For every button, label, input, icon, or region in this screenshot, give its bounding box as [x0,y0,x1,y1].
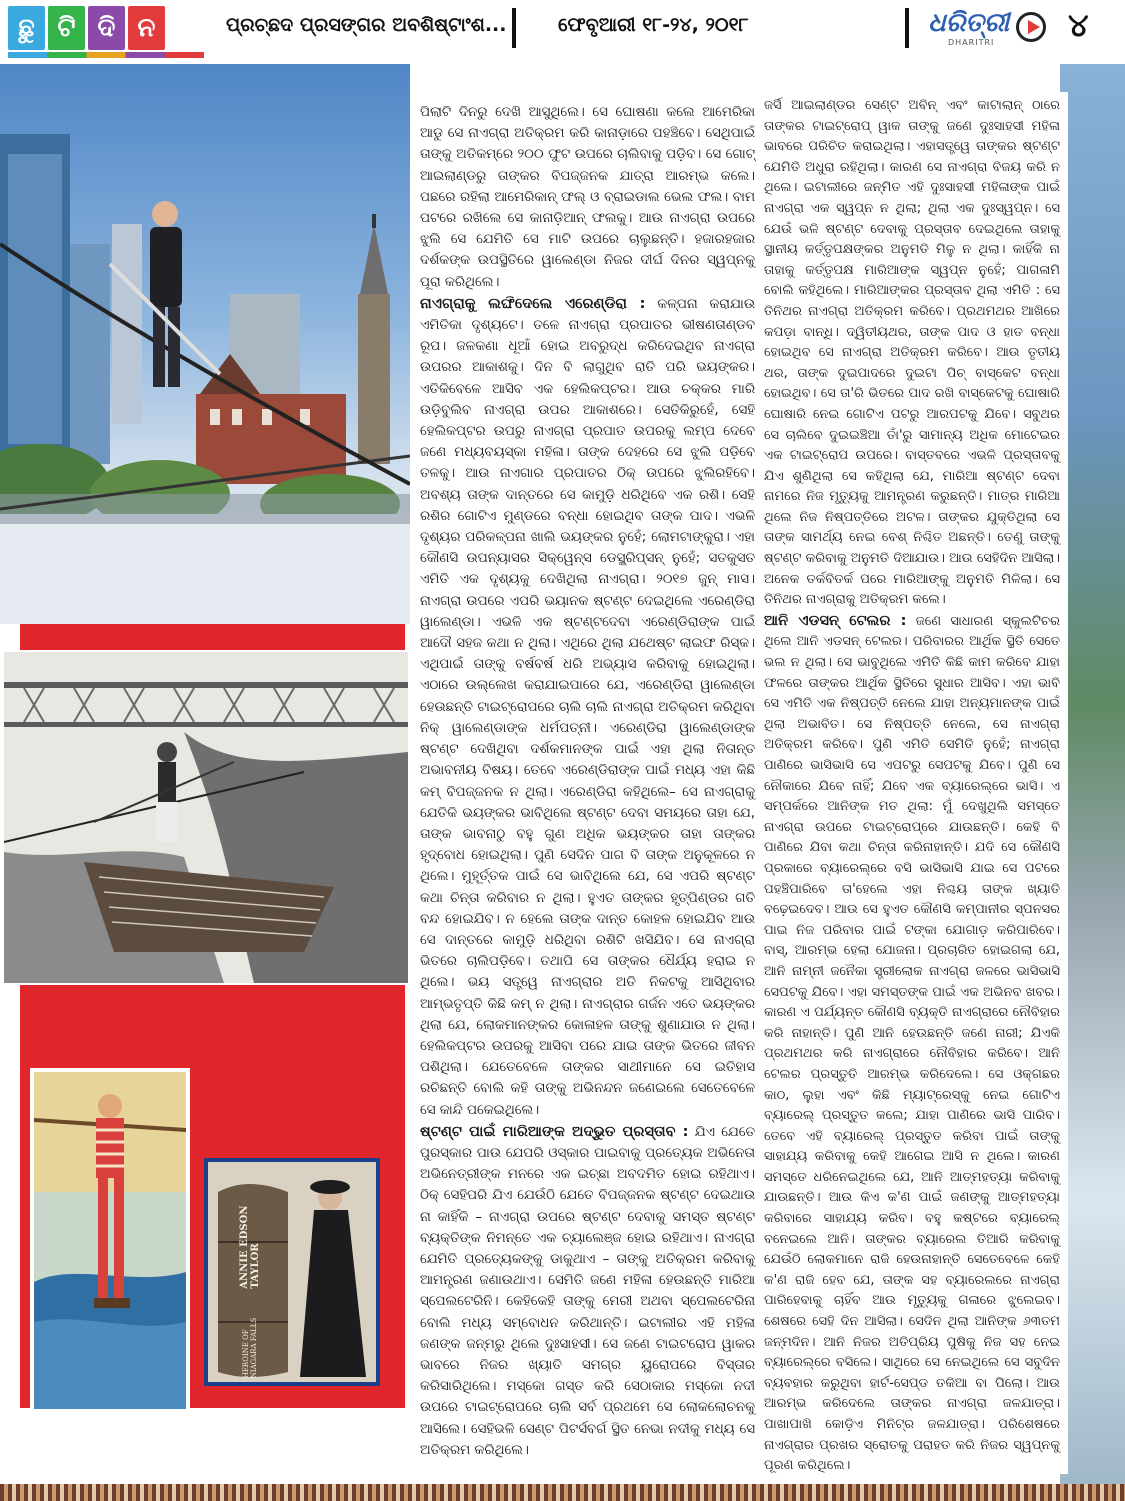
tightrope-photo-art [0,64,410,624]
brand-letter: ଟି [48,6,85,50]
vintage-photo-art [4,652,408,983]
article-paragraph [420,1121,755,1461]
issue-date: ଫେବୃଆରୀ ୧୮-୨୪, ୨୦୧୮ [558,14,749,36]
annie-edson-taylor-photo [204,1158,380,1386]
vintage-tightrope-photo [2,650,410,985]
newspaper-logo-sub: DHARITRI [948,38,995,47]
play-icon[interactable] [1016,12,1046,42]
blondin-poster-photo [30,1068,190,1413]
newspaper-logo[interactable]: ଧରିତ୍ରୀ [928,8,1010,38]
paragraph-text: ଜର୍ସି ଆଇଲାଣ୍ଡର ସେଣ୍ଟ ଅବିନ୍ ଏବଂ କାଟାଲାନ୍ ଠାରେ ତାଙ୍କର ଟାଇଟ୍‌ରୋପ୍ ୱାକ ତାଙ୍କୁ ଜଣେ ଦୁଃସାହସୀ ମହିଳା ଭାବରେ ପରିଚିତ କରାଇଥିଲା। ଏହାସତ୍ତ୍ୱେ ତାଙ୍କର ଷ୍ଟଣ୍ଟ ଯେମିତି ଅଧୁରା ରହିଥିଲା। କାରଣ ସେ ନାଏଗ୍ରା ବିଜୟ କରି ନ ଥିଲେ। ଇଟାଲୀରେ ଜନ୍ମିତ ଏହି ଦୁଃସାହସୀ ମହିଳାଙ୍କ ପାଇଁ ନାଏଗ୍ରା ଏକ ସ୍ୱପ୍ନ ନ ଥିଲା; ଥିଲା ଏକ ଦୁଃସ୍ୱପ୍ନ। ସେ ଯେଉଁ ଭଳି ଷ୍ଟଣ୍ଟ ଦେବାକୁ ପ୍ରସ୍ତାବ ଦେଇଥିଲେ ତାହାକୁ ସ୍ଥାନୀୟ କର୍ତ୍ତୃପକ୍ଷଙ୍କର ଅନୁମତି ମିଳୁ ନ ଥିଲା। କାହିଁକି ନା ତାହାକୁ କର୍ତ୍ତୃପକ୍ଷ ମାରିଆଙ୍କ ସ୍ୱପ୍ନ ନୁହେଁ; ପାଗଳାମି ବୋଲି କହିଥିଲେ। ମାରିଆଙ୍କର ପ୍ରସ୍ତାବ ଥିଲା ଏମିତି : ସେ ତିନିଥର ନାଏଗ୍ରା ଅତିକ୍ରମ କରିବେ। ପ୍ରଥମଥର ଆଖିରେ କପଡ଼ା ବାନ୍ଧି। ଦ୍ୱିତୀୟଥର, ତାଙ୍କ ପାଦ ଓ ହାତ ବନ୍ଧା ହୋଇଥିବ ସେ ନାଏଗ୍ରା ଅତିକ୍ରମ କରିବେ। ଆଉ ତୃତୀୟ ଥର, ତାଙ୍କ ଦୁଇପାଦରେ ଦୁଇଟା ପିଚ୍ ବାସ୍କେଟ ବନ୍ଧା ହୋଇଥିବ। ସେ ତା'ରି ଭିତରେ ପାଦ ରଖି ବାସ୍କେଟକୁ ଘୋଷାରି ଘୋଷାରି ନେଇ ଗୋଟିଏ ପଟରୁ ଆରପଟକୁ ଯିବେ। ସବୁଥର ସେ ଚାଲିବେ ଦୁଇଇଞ୍ଚିଆ ତାଁ'ରୁ ସାମାନ୍ୟ ଅଧିକ ମୋଟେଇର ଏକ ଟାଇଟ୍‌ରୋପ ଉପରେ। ବାସ୍ତବରେ ଏଭଳି ପ୍ରସ୍ତାବକୁ ଯିଏ ଶୁଣିଥିଲା ସେ କହିଥିଲା ଯେ, ମାରିଆ ଷ୍ଟଣ୍ଟ ଦେବା ନାମରେ ନିଜ ମୃତ୍ୟୁକୁ ଆମନ୍ତ୍ରଣ କରୁଛନ୍ତି। ମାତ୍ର ମାରିଆ ଥିଲେ ନିଜ ନିଷ୍ପତ୍ତିରେ ଅଟଳ। ତାଙ୍କର ଯୁକ୍ତିଥିଲା ସେ ତାଙ୍କ ସାମର୍ଥ୍ୟ ନେଇ ବେଶ୍ ନିଶ୍ଚିତ ଅଛନ୍ତି। ତେଣୁ ତାଙ୍କୁ ଷ୍ଟଣ୍ଟ କରିବାକୁ ଅନୁମତି ଦିଆଯାଉ। ଆଉ ସେହିଦିନ ଆସିଲା। ଅନେକ ତର୍କବିତର୍କ ପରେ ମାରିଆଙ୍କୁ ଅନୁମତି ମିଳିଲା। ସେ ତିନିଥର ନାଏଗ୍ରାକୁ ଅତିକ୍ରମ କଲେ। [764,98,1060,608]
barrel-label [230,1188,270,1378]
subheading-annie: ଆନି ଏଡସନ୍ ଟେଲର : [764,611,907,629]
article-paragraph [764,96,1060,611]
barrel-label-subtitle: HEROINE OF NIAGARA FALLS [242,1317,258,1378]
article-paragraph [420,102,755,293]
tightrope-walker-photo [0,64,410,624]
brand-color-bar [8,52,204,58]
brand-letter: ଦି [88,6,125,50]
blondin-poster-art [34,1072,186,1409]
header-divider [905,8,909,48]
article-paragraph [420,293,755,1121]
brand-letter: ଛୁ [8,6,45,50]
page-number: ୪ [1068,6,1089,44]
paragraph-text: ଜଣେ ସାଧାରଣ ସ୍କୁଲଟିଚର ଥିଲେ ଆନି ଏଡସନ୍ ଟେଲର। ପରିବାରର ଆର୍ଥିକ ସ୍ଥିତି ସେତେ ଭଲ ନ ଥିଲା। ସେ ଭାବୁଥିଲେ ଏମିତି କିଛି କାମ କରିବେ ଯାହା ଫଳରେ ତାଙ୍କର ଆର୍ଥିକ ସ୍ଥିତିରେ ସୁଧାର ଆସିବ। ଏହା ଭାବି ସେ ଏମିତି ଏକ ନିଷ୍ପତ୍ତି ନେଲେ ଯାହା ଅନ୍ୟମାନଙ୍କ ପାଇଁ ଥିଲା ଅଭାବିତ। ସେ ନିଷ୍ପତ୍ତି ନେଲେ, ସେ ନାଏଗ୍ରା ଅତିକ୍ରମ କରିବେ। ପୁଣି ଏମିତି ସେମିତି ନୁହେଁ; ନାଏଗ୍ରା ପାଣିରେ ଭାସିଭାସି ସେ ଏପଟରୁ ସେପଟକୁ ଯିବେ। ପୁଣି ସେ ନୌକାରେ ଯିବେ ନାହିଁ; ଯିବେ ଏକ ବ୍ୟାରେଲ୍‌ରେ ଭାସି। ଏ ସମ୍ପର୍କରେ ଆନିଙ୍କ ମତ ଥିଲା: ମୁଁ ଦେଖୁଥିଲି ସମସ୍ତେ ନାଏଗ୍ରା ଉପରେ ଟାଇଟ୍‌ରୋପ୍‌ରେ ଯାଉଛନ୍ତି। କେହି ବି ପାଣିରେ ଯିବା କଥା ଚିନ୍ତା କରିନାହାନ୍ତି। ଯଦି ସେ କୌଣସି ପ୍ରକାରେ ବ୍ୟାରେଲ୍‌ରେ ବସି ଭାସିଭାସି ଯାଇ ସେ ପଟରେ ପହଞ୍ଚିପାରିବେ ତା'ହେଲେ ଏହା ନିଶ୍ଚୟ ତାଙ୍କ ଖ୍ୟାତି ବଢ଼େଇଦେବ। ଆଉ ସେ ହୁଏତ କୌଣସି କମ୍ପାନୀର ସ୍ପନସର ପାଇ ନିଜ ପରିବାର ପାଇଁ ଟଙ୍କା ଯୋଗାଡ଼ କରିପାରିବେ। ବାସ୍, ଆରମ୍ଭ ହେଲା ଯୋଜନା। ପ୍ରଚାରିତ ହୋଇଗଲା ଯେ, ଆନି ନାମ୍ନୀ ଜନୈକା ସ୍ତ୍ରୀଲୋକ ନାଏଗ୍ରା ଜଳରେ ଭାସିଭାସି ସେପଟକୁ ଯିବେ। ଏହା ସମସ୍ତଙ୍କ ପାଇଁ ଏକ ଅଭିନବ ଖବର। କାରଣ ଏ ପର୍ଯ୍ୟନ୍ତ କୌଣସି ବ୍ୟକ୍ତି ନାଏଗ୍ରାରେ ନୌବିହାର କରି ନାହାନ୍ତି। ପୁଣି ଆନି ହେଉଛନ୍ତି ଜଣେ ନାରୀ; ଯିଏକି ପ୍ରଥମଥର କରି ନାଏଗ୍ରାରେ ନୌବିହାର କରିବେ। ଆନି ଟେଲର ପ୍ରସ୍ତୁତି ଆରମ୍ଭ କରିଦେଲେ। ସେ ଓକ୍‌ଗଛର କାଠ, ଲୁହା ଏବଂ କିଛି ମ୍ୟାଟ୍ରେସ୍‌କୁ ନେଇ ଗୋଟିଏ ବ୍ୟାରେଲ୍ ପ୍ରସ୍ତୁତ କଲେ; ଯାହା ପାଣିରେ ଭାସି ପାରିବ। ତେବେ ଏହି ବ୍ୟାରେଲ୍ ପ୍ରସ୍ତୁତ କରିବା ପାଇଁ ତାଙ୍କୁ ସାହାଯ୍ୟ କରିବାକୁ କେହି ଆଗେଇ ଆସି ନ ଥିଲେ। କାରଣ ସମସ୍ତେ ଧରିନେଇଥିଲେ ଯେ, ଆନି ଆତ୍ମହତ୍ୟା କରିବାକୁ ଯାଉଛନ୍ତି। ଆଉ କିଏ କ'ଣ ପାଇଁ ଜଣଙ୍କୁ ଆତ୍ମହତ୍ୟା କରିବାରେ ସାହାଯ୍ୟ କରିବ। ବହୁ କଷ୍ଟରେ ବ୍ୟାରେଲ୍ ବନେଇଲେ ଆନି। ତାଙ୍କର ବ୍ୟାରେଲ ତିଆରି କରିବାକୁ ଯେଉଁଠି ଲୋକମାନେ ରାଜି ହେଉନାହାନ୍ତି ସେତେବେଳେ କେହି କ'ଣ ରାଜି ହେବ ଯେ, ତାଙ୍କ ସହ ବ୍ୟାରେଲରେ ନାଏଗ୍ରା ପାରିହେବାକୁ ଚାହିଁବ ଆଉ ମୃତ୍ୟୁକୁ ଗଳାରେ ଝୁଲେଇବ। ଶେଷରେ ସେହି ଦିନ ଆସିଲା। ସେଦିନ ଥିଲା ଆନିଙ୍କ ୬୩ତମ ଜନ୍ମଦିନ। ଆନି ନିଜର ଅତିପ୍ରିୟ ପୁଷିକୁ ନିଜ ସହ ନେଇ ବ୍ୟାରେଲ୍‌ରେ ବସିଲେ। ସାଥିରେ ସେ ନେଇଥିଲେ ସେ ସବୁଦିନ ବ୍ୟବହାର କରୁଥିବା ହାର୍ଟ-ସେପ୍‌ଡ ତକିଆ ବା ପିଲୋ। ଆଉ ଆରମ୍ଭ କରିଦେଲେ ତାଙ୍କର ନାଏଗ୍ରା ଜଳଯାତ୍ରା। ପାଖାପାଖି କୋଡ଼ିଏ ମିନିଟ୍‌ର ଜଳଯାତ୍ରା। ପରିଶେଷରେ ନାଏଗ୍ରାର ପ୍ରଖର ସ୍ରୋତକୁ ପରାହତ କରି ନିଜର ସ୍ୱପ୍ନକୁ ପୂରଣ କରିଥିଲେ। [764,613,1061,1474]
barrel-label-name: ANNIE EDSON TAYLOR [239,1205,261,1289]
paragraph-text: ଯିଏ ଯେତେ ପୁରସ୍କାର ପାଉ ଯେପରି ଓସ୍କାର ପାଇବାକୁ ପ୍ରତ୍ୟେକ ଅଭିନେତା ଅଭିନେତ୍ରୀଙ୍କ ମନରେ ଏକ ଇଚ୍ଛା ଅବଦମିତ ହୋଇ ରହିଥାଏ। ଠିକ୍ ସେହିପରି ଯିଏ ଯେଉଁଠି ଯେତେ ବିପଜ୍ଜନକ ଷ୍ଟଣ୍ଟ ଦେଇଥାଉ ନା କାହିଁକି – ନାଏଗ୍ରା ଉପରେ ଷ୍ଟଣ୍ଟ ଦେବାକୁ ସମସ୍ତ ଷ୍ଟଣ୍ଟ ବ୍ୟକ୍ତିଙ୍କ ନିମନ୍ତେ ଏକ ଚ୍ୟାଲେଞ୍ଜ ହୋଇ ରହିଥାଏ। ନାଏଗ୍ରା ଯେମିତି ପ୍ରତ୍ୟେକଙ୍କୁ ଡାକୁଥାଏ – ତାଙ୍କୁ ଅତିକ୍ରମ କରିବାକୁ ଆମନ୍ତ୍ରଣ ଜଣାଉଥାଏ। ସେମିତି ଜଣେ ମହିଳା ହେଉଛନ୍ତି ମାରିଆ ସ୍ପେଲଟେରିନି। କେହିକେହି ତାଙ୍କୁ ମେରୀ ଅଥବା ସ୍ପେଲଟେରିନା ବୋଲି ମଧ୍ୟ ସମ୍ବୋଧନ କରିଥାନ୍ତି। ଇଟାଲୀର ଏହି ମହିଳା ଜଣଙ୍କ ଜନ୍ମରୁ ଥିଲେ ଦୁଃସାହସୀ। ସେ ଜଣେ ଟାଇଟରୋପ ୱାକର ଭାବରେ ନିଜର ଖ୍ୟାତି ସମଗ୍ର ୟୁରୋପରେ ବିସ୍ତାର କରିସାରିଥିଲେ। ମସ୍କୋ ଗସ୍ତ କରି ସେଠାକାର ମସ୍କୋ ନଦୀ ଉପରେ ଟାଇଟ୍‌ରୋପରେ ଚାଲି ସର୍ବ ପ୍ରଥମେ ସେ ଲୋକଲୋଚନକୁ ଆସିଲେ। ସେହିଭଳି ସେଣ୍ଟ ପିଟର୍ସବର୍ଗ ସ୍ଥିତ ନେଭା ନଦୀକୁ ମଧ୍ୟ ସେ ଅତିକ୍ରମ କରିଥିଲେ। [420,1124,756,1458]
article-paragraph [764,611,1060,1477]
article-column-1 [420,102,755,1461]
decorative-bottom-strip [0,1484,1125,1501]
article-column-2 [764,96,1060,1477]
paragraph-text: ପିଲାଟି ଦିନରୁ ଦେଖି ଆସୁଥିଲେ। ସେ ଘୋଷଣା କଲେ ଆମେରିକା ଆଡୁ ସେ ନାଏଗ୍ରା ଅତିକ୍ରମ କରି କାନାଡ଼ାରେ ପହଞ୍ଚିବେ। ସେଥିପାଇଁ ତାଙ୍କୁ ଅତିକମ୍‌ରେ ୨୦୦ ଫୁଟ ଉପରେ ଚାଲିବାକୁ ପଡ଼ିବ। ସେ ଗୋଟ୍ ଆଇଲାଣ୍ଡରୁ ତାଙ୍କର ବିପଜ୍ଜନକ ଯାତ୍ରା ଆରମ୍ଭ କଲେ। ପଛରେ ରହିଲା ଆମେରିକାନ୍ ଫଲ୍ ଓ ବ୍ରାଇଡାଲ ଭେଲ ଫଲ। ବାମ ପଟରେ ରଖିଲେ ସେ କାନାଡ଼ିଆନ୍ ଫଲକୁ। ଆଉ ନାଏଗ୍ରା ଉପରେ ଝୁଲି ସେ ଯେମିତି ସେ ମାଟି ଉପରେ ଚାଲୁଛନ୍ତି। ହଜାରହଜାର ଦର୍ଶକଙ୍କ ଉପସ୍ଥିତିରେ ୱାଲେଣ୍ଡା ନିଜର ଦୀର୍ଘ ଦିନର ସ୍ୱପ୍ନକୁ ପୂରା କରିଥିଲେ। [420,105,755,290]
header-divider [512,8,516,48]
brand-letter: ନ [128,6,165,50]
subheading-maria: ଷ୍ଟଣ୍ଟ ପାଇଁ ମାରିଆଙ୍କ ଅଦ୍ଭୁତ ପ୍ରସ୍ତାବ : [420,1122,689,1140]
subheading-erendira: ନାଏଗ୍ରାକୁ ଲଙ୍ଘିଦେଲେ ଏରେଣ୍ଡିରା : [420,294,646,312]
paragraph-text: କଳ୍ପନା କରାଯାଉ ଏମିତିକା ଦୃଶ୍ୟଟେ। ତଳେ ନାଏଗ୍ରା ପ୍ରପାତର ଭୀଷଣତାଣ୍ଡବ ରୂପ। ଜଳକଣା ଧୂଆଁ ହୋଇ ଅବରୁଦ୍ଧ କରିଦେଇଥିବ ନାଏଗ୍ରା ଉପରର ଆକାଶକୁ। ଦିନ ବି ଲାଗୁଥିବ ରାତି ପରି ଭୟଙ୍କର। ଏତିକିବେଳେ ଆସିବ ଏକ ହେଲିକପ୍ଟର। ଆଉ ଚକ୍କର ମାରି ଉଡ଼ିବୁଲିବ ନାଏଗ୍ରା ଉପର ଆକାଶରେ। ସେତିକିରୁହେଁ, ସେହି ହେଲିକପ୍ଟର ଉପରୁ ନାଏଗ୍ରା ପ୍ରପାତ ଉପରକୁ ଲମ୍ପ ଦେବେ ଜଣେ ମଧ୍ୟବୟସ୍କା ମହିଳା। ତାଙ୍କ ଦେହରେ ସେ ଝୁଲି ପଡ଼ିବେ ତଳକୁ। ଆଉ ନାଏଗାର ପ୍ରପାତର ଠିକ୍ ଉପରେ ଝୁଲିରହିବେ। ଅବଶ୍ୟ ତାଙ୍କ ଦାନ୍ତରେ ସେ କାମୁଡ଼ି ଧରିଥିବେ ଏକ ରଶି। ସେହି ରଶିର ଗୋଟିଏ ମୁଣ୍ଡରେ ବନ୍ଧା ହୋଇଥିବ ତାଙ୍କ ପାଦ। ଏଭଳି ଦୃଶ୍ୟର ପରିକଳ୍ପନା ଖାଲି ଭୟଙ୍କର ନୁହେଁ; ଲୋମଟାଙ୍କୁରା। ଏହା କୌଣସି ଉପନ୍ୟାସର ସିକ୍ୱେନ୍ସ ଡେସ୍କ୍ରିପ୍‌ସନ୍ ନୁହେଁ; ସତକୁସତ ଏମିତି ଏକ ଦୃଶ୍ୟକୁ ଦେଖିଥିଲା ନାଏଗ୍ରା। ୨୦୧୭ ଜୁନ୍ ମାସ। ନାଏଗ୍ରା ଉପରେ ଏପରି ଭୟାନକ ଷ୍ଟଣ୍ଟ ଦେଇଥିଲେ ଏରେଣ୍ଡିରା ୱାଲେଣ୍ଡା। ଏଭଳି ଏକ ଷ୍ଟଣ୍ଟଦେବା ଏରେଣ୍ଡିରାଙ୍କ ପାଇଁ ଆଦୌ ସହଜ କଥା ନ ଥିଲା। ଏଥିରେ ଥିଲା ଯଥେଷ୍ଟ ଲାଇଫ ରିସ୍କ। ଏଥିପାଇଁ ତାଙ୍କୁ ବର୍ଷବର୍ଷ ଧରି ଅଭ୍ୟାସ କରିବାକୁ ହୋଇଥିଲା। ଏଠାରେ ଉଲ୍ଲେଖ କରାଯାଇପାରେ ଯେ, ଏରେଣ୍ଡିରା ୱାଲେଣ୍ଡା ହେଉଛନ୍ତି ଟାଇଟ୍‌ରୋପରେ ଚାଲି ଚାଲି ନାଏଗ୍ରା ଅତିକ୍ରମ କରିଥିବା ନିକ୍ ୱାଲେଣ୍ଡାଙ୍କ ଧର୍ମପତ୍ନୀ। ଏରେଣ୍ଡିରା ୱାଲେଣ୍ଡାଙ୍କ ଷ୍ଟଣ୍ଟ ଦେଖିଥିବା ଦର୍ଶକମାନଙ୍କ ପାଇଁ ଏହା ଥିଲା ନିତାନ୍ତ ଅଭାବନୀୟ ବିଷୟ। ତେବେ ଏରେଣ୍ଡିରାଙ୍କ ପାଇଁ ମଧ୍ୟ ଏହା କିଛି କମ୍ ବିପଜ୍ଜନକ ନ ଥିଲା। ଏରେଣ୍ଡିରା କହିଥିଲେ– ସେ ନାଏଗ୍ରାକୁ ଯେତିକି ଭୟଙ୍କର ଭାବିଥିଲେ ଷ୍ଟଣ୍ଟ ଦେବା ସମୟରେ ତାହା ଯେ, ତାଙ୍କ ଭାବନାଠୁ ବହୁ ଗୁଣ ଅଧିକ ଭୟଙ୍କର ତାହା ତାଙ୍କର ହୃଦ୍‌ବୋଧ ହୋଇଥିଲା। ପୁଣି ସେଦିନ ପାଗ ବି ତାଙ୍କ ଅନୁକୂଳରେ ନ ଥିଲେ। ମୁହୂର୍ତ୍ତକ ପାଇଁ ସେ ଭାବିଥିଲେ ଯେ, ସେ ଏପରି ଷ୍ଟଣ୍ଟ କଥା ଚିନ୍ତା କରିବାର ନ ଥିଲା। ହୁଏତ ତାଙ୍କର ହୃତ୍‌ପିଣ୍ଡର ଗତି ବନ୍ଦ ହୋଇଯିବ। ନ ହେଲେ ତାଙ୍କ ଦାନ୍ତ କୋହଳ ହୋଇଯିବ ଆଉ ସେ ଦାନ୍ତରେ କାମୁଡ଼ି ଧରିଥିବା ରଶିଟି ଖସିଯିବ। ସେ ନାଏଗ୍ରା ଭିତରେ ଚାଲିପଡ଼ିବେ। ତଥାପି ସେ ତାଙ୍କର ଧୈର୍ଯ୍ୟ ହରାଇ ନ ଥିଲେ। ଭୟ ସତ୍ତ୍ୱେ ନାଏଗ୍ରାର ଅତି ନିକଟକୁ ଆସିଥିବାର ଆମ୍ଭତୃପ୍ତି କିଛି କମ୍ ନ ଥିଲା। ନାଏଗ୍ରାର ଗର୍ଜନ ଏତେ ଭୟଙ୍କର ଥିଲା ଯେ, ଲୋକମାନଙ୍କର କୋଳାହଳ ତାଙ୍କୁ ଶୁଣାଯାଉ ନ ଥିଲା। ହେଲିକପ୍ଟର ଉପରକୁ ଆସିବା ପରେ ଯାଇ ତାଙ୍କ ଭିତରେ ଜୀବନ ପଶିଥିଲା। ଯେତେବେଳେ ତାଙ୍କର ସାଥୀମାନେ ସେ ଇତିହାସ ରଚିଛନ୍ତି ବୋଲି କହି ତାଙ୍କୁ ଅଭିନନ୍ଦନ ଜଣେଇଲେ ସେତେବେଳେ ସେ କାନ୍ଦି ପକେଇଥିଲେ। [420,296,755,1118]
falls-background-strip [1060,64,1125,1484]
section-title: ପ୍ରଚ୍ଛଦ ପ୍ରସଙ୍ଗର ଅବଶିଷ୍ଟାଂଶ... [226,14,507,36]
page-header [0,0,1125,64]
section-brand [8,6,165,50]
